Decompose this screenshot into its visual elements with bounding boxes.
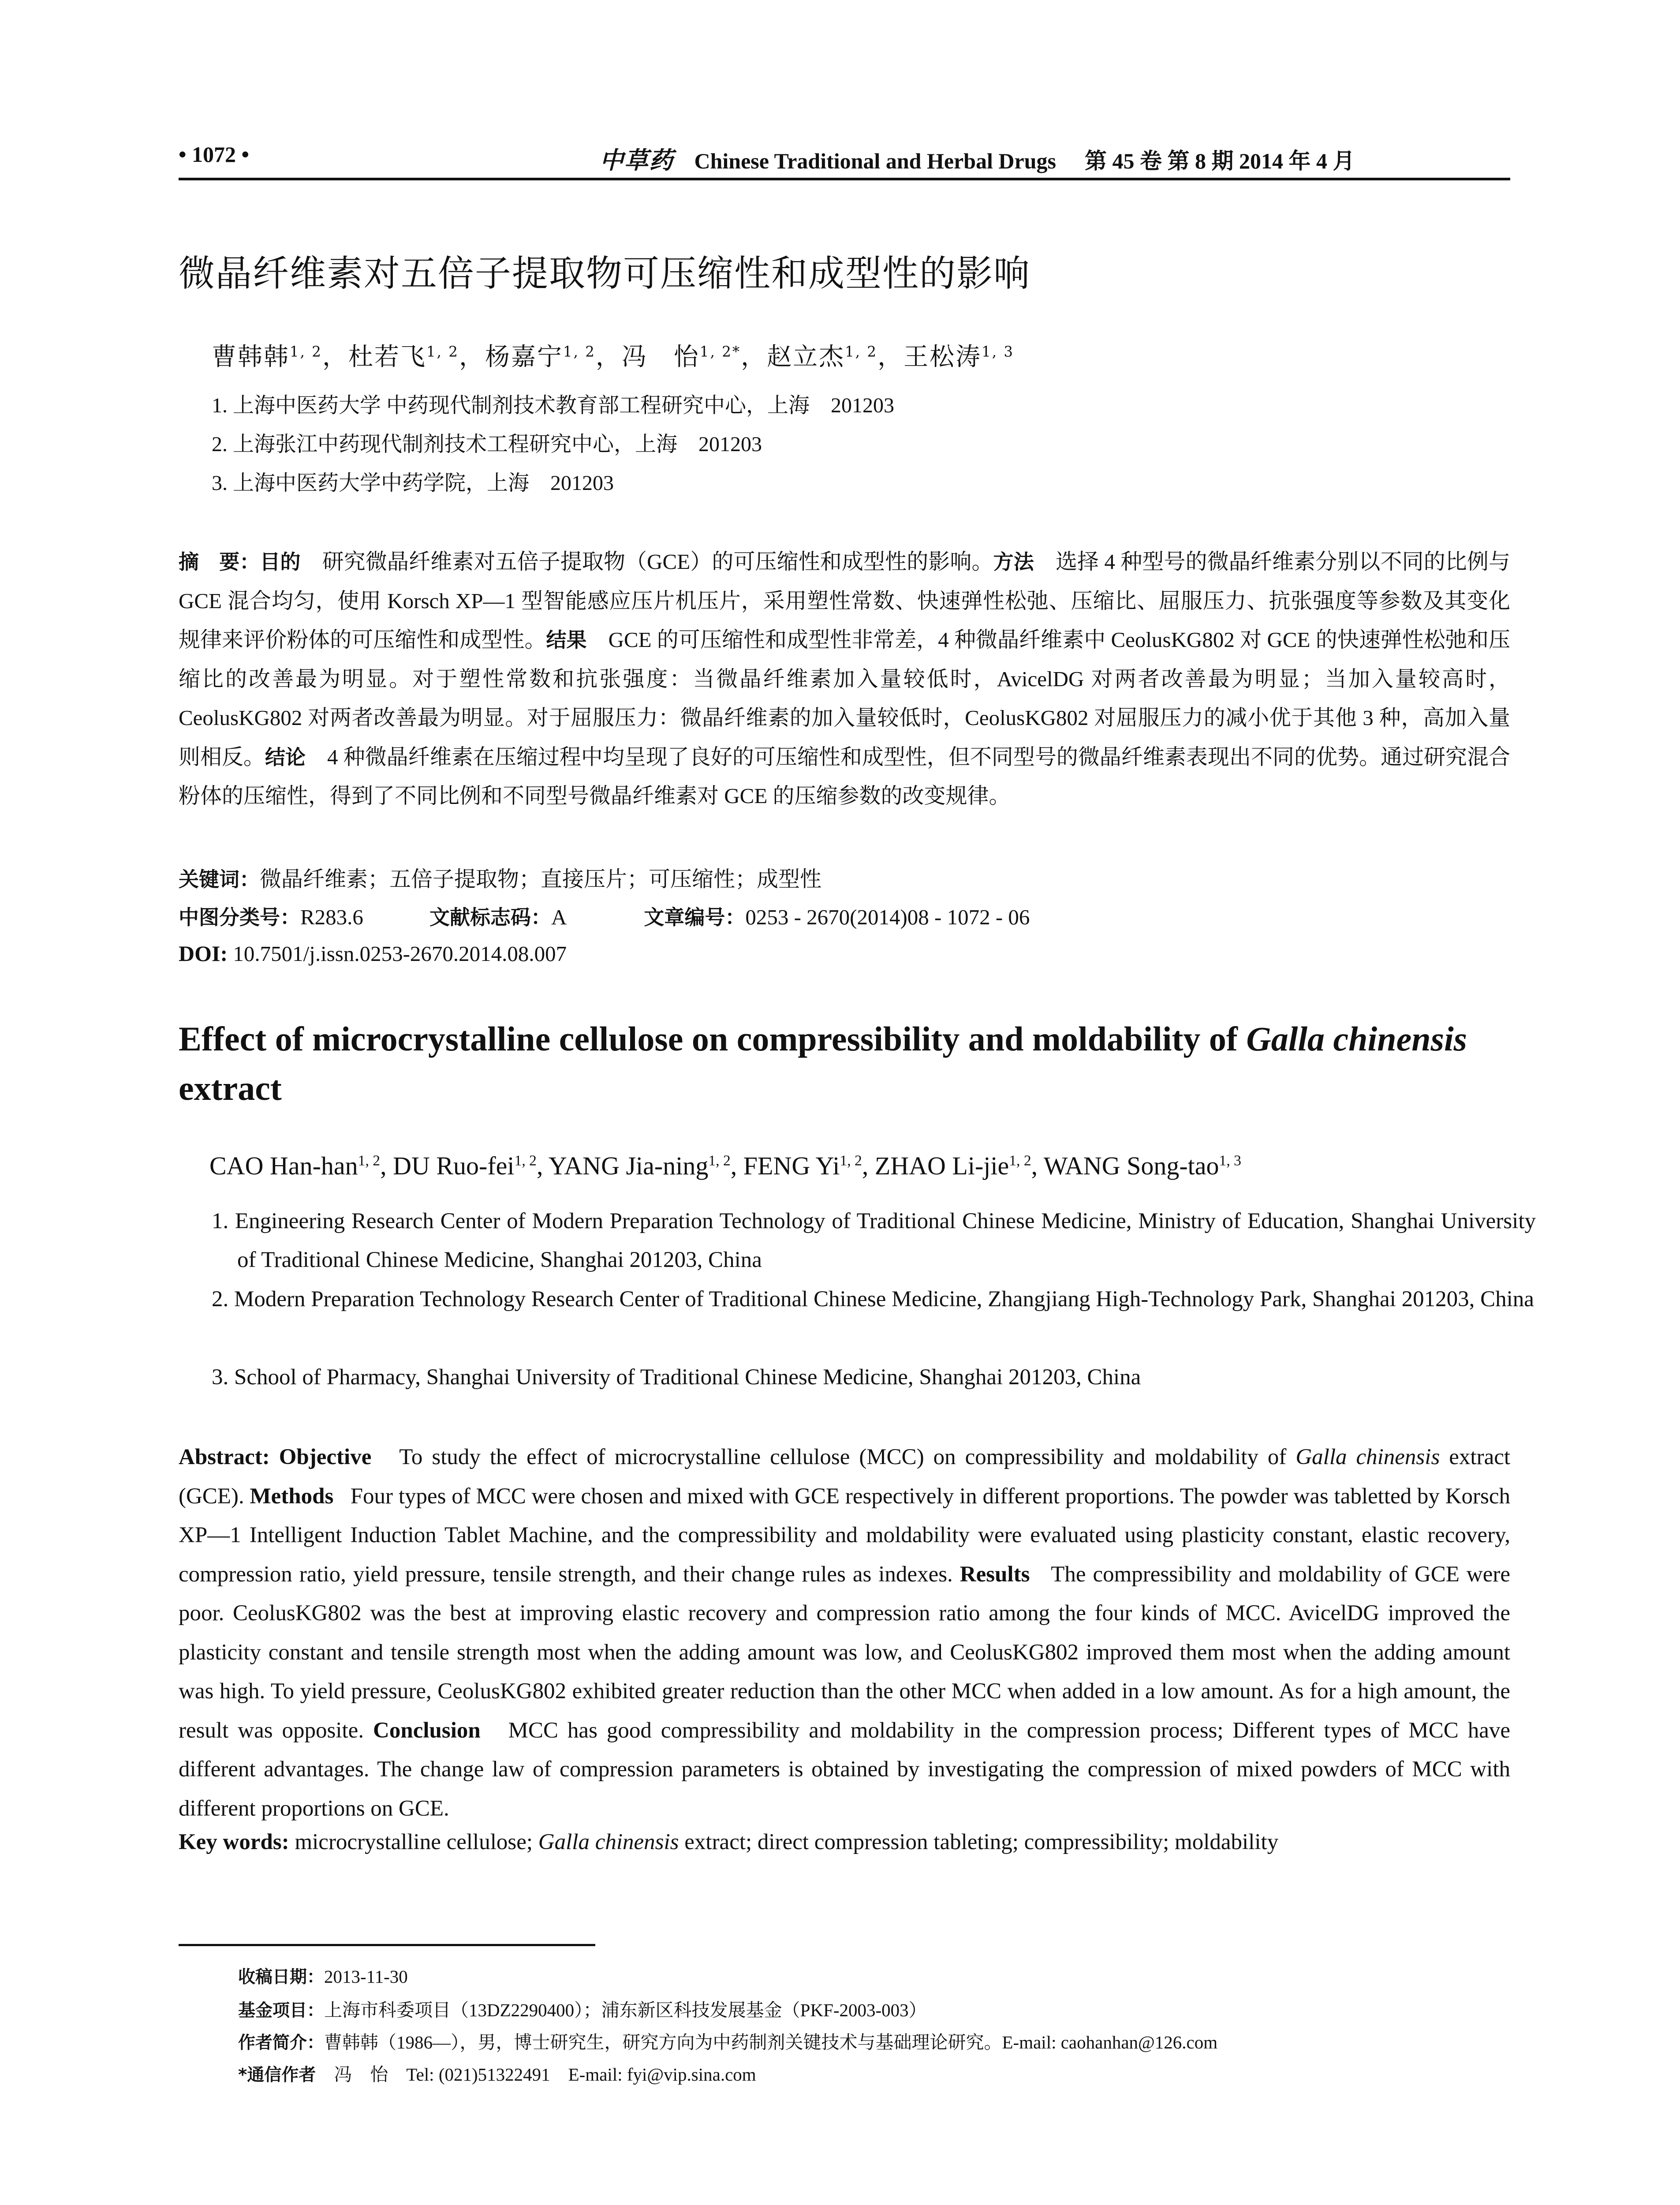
methods-label: 方法 (993, 550, 1034, 574)
chinese-keywords: 关键词：微晶纤维素；五倍子提取物；直接压片；可压缩性；成型性 (179, 867, 822, 891)
author: WANG Song-tao$^{1, 3}$ (1043, 1151, 1241, 1180)
chinese-affiliation-3: 3. 上海中医药大学中药学院，上海 201203 (212, 471, 614, 495)
journal-name: Chinese Traditional and Herbal Drugs (694, 149, 1056, 173)
running-header (179, 135, 1510, 180)
journal-logo: 中草药 (600, 146, 674, 174)
author: YANG Jia-ning$^{1, 2}$, (548, 1151, 743, 1180)
page-number: • 1072 • (179, 142, 250, 167)
clc-value: R283.6 (300, 905, 363, 929)
footnote-divider (179, 1944, 595, 1946)
author: CAO Han-han$^{1, 2}$, (209, 1151, 393, 1180)
chinese-authors (212, 337, 1014, 373)
author: 冯 怡$^{1, 2*}$， (621, 343, 767, 371)
author: 杨嘉宁$^{1, 2}$， (485, 343, 622, 371)
abstract-label: 摘 要： (179, 550, 260, 574)
english-abstract: Abstract: Objective To study the effect of microcrystalline cellulose (MCC) on compressibility and moldability of Galla chinensis extract (GCE). Methods Four types of MCC were chosen and mixed with GCE respectively in different proportions. The powder was tabletted by Korsch XP—1 Intelligent Induction Tablet Machine, and the compressibility and moldability were evaluated using plasticity constant, elastic recovery, compression ratio, yield pressure, tensile strength, and their change rules as indexes. Results The compressibility and moldability of GCE were poor. CeolusKG802 was the best at improving elastic recovery and compression ratio among the four kinds of MCC. AvicelDG improved the plasticity constant and tensile strength most when the adding amount was low, and CeolusKG802 improved them most when the adding amount was high. To yield pressure, CeolusKG802 exhibited greater reduction than the other MCC when added in a low amount. As for a high amount, the result was opposite. Conclusion MCC has good compressibility and moldability in the compression process; Different types of MCC have different advantages. The change law of compression parameters is obtained by investigating the compression of mixed powders of MCC with different proportions on GCE. (179, 1445, 1511, 1821)
chinese-affiliation-2: 2. 上海张江中药现代制剂技术工程研究中心，上海 201203 (212, 433, 762, 456)
footnote-funding: 基金项目：上海市科委项目（13DZ2290400）；浦东新区科技发展基金（PKF-2003-003） (238, 2000, 927, 2021)
conclusion-label: Conclusion (373, 1718, 481, 1743)
results-label: Results (959, 1562, 1030, 1587)
author: DU Ruo-fei$^{1, 2}$, (393, 1151, 549, 1180)
author: ZHAO Li-jie$^{1, 2}$, (874, 1151, 1044, 1180)
methods-label: Methods (250, 1484, 334, 1509)
footnote-author-bio: 作者简介：曹韩韩（1986—），男，博士研究生，研究方向为中药制剂关键技术与基础理论研究。E-mail: caohanhan@126.com (238, 2032, 1218, 2053)
chinese-affiliation-1: 1. 上海中医药大学 中药现代制剂技术教育部工程研究中心，上海 201203 (212, 394, 895, 417)
doi-link[interactable]: 10.7501/j.issn.0253-2670.2014.08.007 (233, 942, 567, 966)
journal-line (600, 142, 1355, 176)
author: 王松涛$^{1, 3}$ (903, 343, 1015, 371)
english-affiliation-2: 2. Modern Preparation Technology Research Center of Traditional Chinese Medicine, Zhangjiang High-Technology Park, Shanghai 201203, China (212, 1287, 1534, 1312)
chinese-abstract: 摘 要：目的 研究微晶纤维素对五倍子提取物（GCE）的可压缩性和成型性的影响。方法 选择 4 种型号的微晶纤维素分别以不同的比例与 GCE 混合均匀，使用 Korsch XP—1 型智能感应压片机压片，采用塑性常数、快速弹性松弛、压缩比、屈服压力、抗张强度等参数及其变化规律来评价粉体的可压缩性和成型性。结果 GCE 的可压缩性和成型性非常差，4 种微晶纤维素中 CeolusKG802 对 GCE 的快速弹性松弛和压缩比的改善最为明显。对于塑性常数和抗张强度：当微晶纤维素加入量较低时，AvicelDG 对两者改善最为明显；当加入量较高时，CeolusKG802 对两者改善最为明显。对于屈服压力：微晶纤维素的加入量较低时，CeolusKG802 对屈服压力的减小优于其他 3 种，高加入量则相反。结论 4 种微晶纤维素在压缩过程中均呈现了良好的可压缩性和成型性，但不同型号的微晶纤维素表现出不同的优势。通过研究混合粉体的压缩性，得到了不同比例和不同型号微晶纤维素对 GCE 的压缩参数的改变规律。 (179, 549, 1510, 808)
author: 曹韩韩$^{1, 2}$， (212, 343, 348, 371)
article-number: 0253 - 2670(2014)08 - 1072 - 06 (745, 905, 1030, 929)
author: 杜若飞$^{1, 2}$， (348, 343, 485, 371)
english-affiliation-1: 1. Engineering Research Center of Modern Preparation Technology of Traditional Chinese Medicine, Ministry of Education, Shanghai University of Traditional Chinese Medicine, Shanghai 201203, China (212, 1209, 1536, 1272)
results-label: 结果 (546, 628, 587, 652)
journal-issue: 第 45 卷 第 8 期 2014 年 4 月 (1084, 149, 1355, 173)
footnote-received: 收稿日期：2013-11-30 (238, 1966, 408, 1987)
english-keywords: Key words: microcrystalline cellulose; Galla chinensis extract; direct compression tableting; compressibility; moldability (179, 1830, 1279, 1854)
english-affiliation-3: 3. School of Pharmacy, Shanghai University of Traditional Chinese Medicine, Shanghai 201203, China (212, 1365, 1141, 1390)
chinese-title: 微晶纤维素对五倍子提取物可压缩性和成型性的影响 (179, 253, 1031, 295)
english-authors (209, 1151, 1241, 1181)
objective-label: 目的 (260, 550, 301, 574)
footnote-corresponding-author: *通信作者 冯 怡 Tel: (021)51322491 E-mail: fyi@vip.sina.com (238, 2064, 756, 2085)
conclusion-label: 结论 (265, 745, 306, 769)
doc-code-value: A (551, 905, 567, 929)
doi-line: DOI: 10.7501/j.issn.0253-2670.2014.08.007 (179, 941, 567, 966)
author: FENG Yi$^{1, 2}$, (743, 1151, 875, 1180)
abstract-label: Abstract: Objective (179, 1445, 372, 1469)
english-title: Effect of microcrystalline cellulose on compressibility and moldability of Galla chinensis extract (179, 1020, 1467, 1107)
author: 赵立杰$^{1, 2}$， (767, 343, 904, 371)
classification-line: 中图分类号：R283.6 文献标志码：A 文章编号：0253 - 2670(2014)08 - 1072 - 06 (179, 905, 1030, 929)
